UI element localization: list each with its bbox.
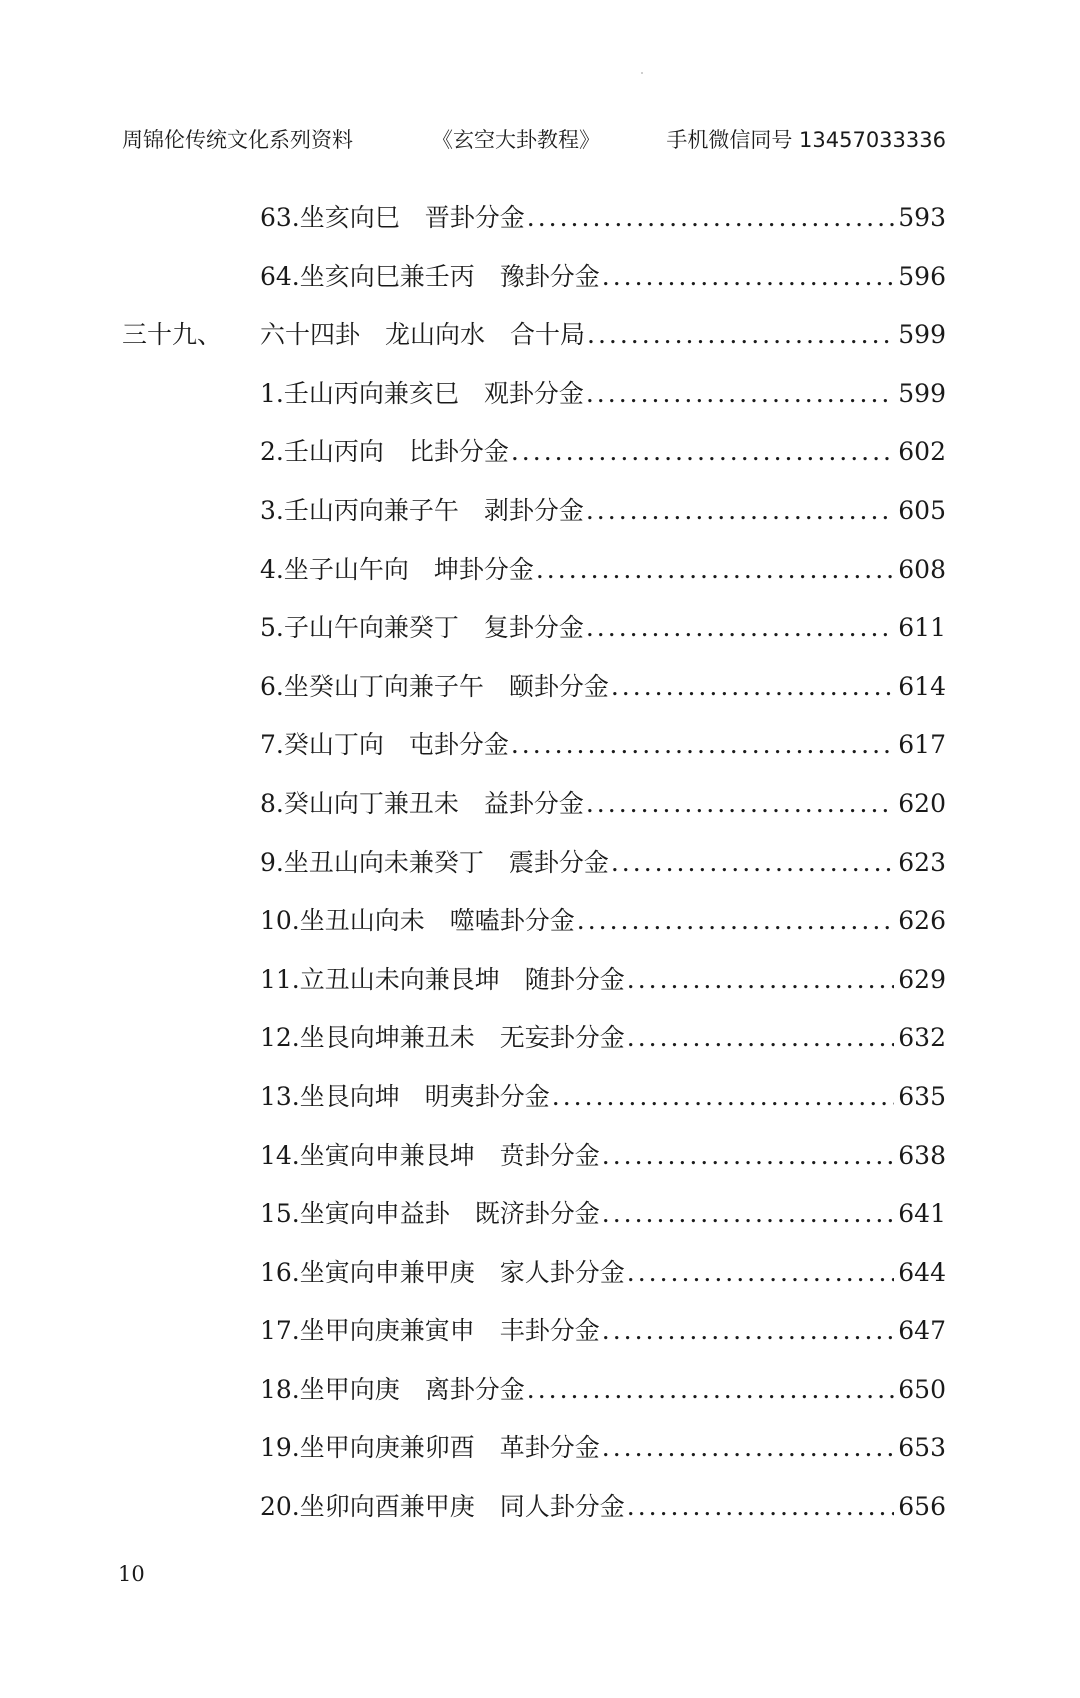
toc-entry-page: 620: [898, 788, 946, 818]
toc-entry-page: 641: [898, 1199, 946, 1229]
toc-entry: [0, 248, 1080, 307]
toc-entry: [0, 658, 1080, 717]
toc-entry: [0, 1478, 1080, 1537]
toc-dot-leader: [511, 423, 894, 482]
toc-entry-title: 63.坐亥向巳 晋卦分金: [260, 203, 525, 232]
header-book-title: 《玄空大卦教程》: [432, 128, 600, 152]
toc-dot-leader: [586, 775, 894, 834]
toc-entry-line: [260, 892, 946, 951]
toc-entry-line: [260, 306, 946, 365]
toc-entry: [0, 306, 1080, 365]
toc-entry: [0, 1361, 1080, 1420]
toc-entry: [0, 423, 1080, 482]
toc-entry-title: 13.坐艮向坤 明夷卦分金: [260, 1081, 550, 1111]
toc-entry-line: [260, 775, 946, 834]
toc-dot-leader: [627, 1244, 895, 1303]
toc-entry: [0, 1302, 1080, 1361]
toc-dot-leader: [511, 716, 894, 775]
toc-dot-leader: [587, 306, 894, 365]
toc-entry: [0, 1244, 1080, 1303]
toc-dot-leader: [602, 1127, 895, 1186]
toc-entry-line: [260, 1244, 946, 1303]
toc-entry: [0, 541, 1080, 600]
toc-entry-title: 10.坐丑山向未 噬嗑卦分金: [260, 906, 575, 936]
toc-dot-leader: [586, 599, 894, 658]
toc-entry-line: [260, 716, 946, 775]
toc-dot-leader: [627, 1478, 895, 1537]
toc-entry-page: 656: [898, 1492, 946, 1522]
toc-dot-leader: [527, 189, 895, 248]
toc-entry-title: 64.坐亥向巳兼壬丙 豫卦分金: [260, 261, 600, 291]
toc-dot-leader: [536, 541, 894, 600]
toc-entry-page: 602: [898, 437, 946, 467]
toc-entry-title: 15.坐寅向申益卦 既济卦分金: [260, 1199, 600, 1229]
page-number: 10: [118, 1562, 145, 1586]
toc-entry: [0, 1419, 1080, 1478]
toc-entry-title: 4.坐子山午向 坤卦分金: [260, 554, 534, 584]
toc-dot-leader: [577, 892, 895, 951]
toc-entry-line: [260, 658, 946, 717]
toc-dot-leader: [611, 834, 894, 893]
toc-entry-title: 19.坐甲向庚兼卯酉 革卦分金: [260, 1433, 600, 1463]
toc-entry-page: 653: [898, 1433, 946, 1463]
toc-entry-line: [260, 541, 946, 600]
toc-entry-line: [260, 1127, 946, 1186]
toc-entry-title: 2.壬山丙向 比卦分金: [260, 437, 509, 467]
toc-entry: [0, 482, 1080, 541]
toc-entry-page: 617: [898, 730, 946, 760]
toc-dot-leader: [602, 1419, 895, 1478]
toc-entry-line: [260, 1361, 946, 1420]
toc-entry-title: 六十四卦 龙山向水 合十局: [260, 320, 586, 350]
toc-entry-title: 12.坐艮向坤兼丑未 无妄卦分金: [260, 1023, 625, 1053]
toc-dot-leader: [552, 1068, 895, 1127]
toc-entry-page: 626: [898, 906, 946, 936]
toc-entry-title: 3.壬山丙向兼子午 剥卦分金: [260, 495, 584, 525]
scan-speck: [641, 72, 643, 74]
toc-dot-leader: [602, 1185, 895, 1244]
toc-entry-line: [260, 1068, 946, 1127]
toc-entry: [0, 1009, 1080, 1068]
toc-section-marker: 三十九、: [122, 320, 223, 350]
toc-dot-leader: [627, 951, 895, 1010]
toc-entry-title: 17.坐甲向庚兼寅申 丰卦分金: [260, 1316, 600, 1346]
toc-dot-leader: [527, 1361, 895, 1420]
toc-dot-leader: [627, 1009, 895, 1068]
toc-entry-line: [260, 248, 946, 307]
toc-dot-leader: [602, 1302, 895, 1361]
toc-entry: [0, 189, 1080, 248]
toc-entry: [0, 775, 1080, 834]
toc-entry-line: [260, 365, 946, 424]
toc-entry-title: 6.坐癸山丁向兼子午 颐卦分金: [260, 671, 609, 701]
toc-entry-page: 596: [898, 261, 946, 291]
toc-entry-line: [260, 1302, 946, 1361]
toc-entry-page: 629: [898, 964, 946, 994]
toc-entry-title: 18.坐甲向庚 离卦分金: [260, 1374, 525, 1404]
toc-entry: [0, 716, 1080, 775]
toc-entry-page: 644: [898, 1257, 946, 1287]
toc-entry-page: 599: [898, 320, 946, 350]
toc-entry-title: 7.癸山丁向 屯卦分金: [260, 730, 509, 760]
toc-entry-line: [260, 1419, 946, 1478]
toc-dot-leader: [611, 658, 894, 717]
toc-entry-title: 8.癸山向丁兼丑未 益卦分金: [260, 788, 584, 818]
toc-entry-page: 611: [898, 613, 946, 643]
toc-entry-page: 605: [898, 495, 946, 525]
toc-dot-leader: [602, 248, 895, 307]
toc-entry: [0, 599, 1080, 658]
toc-entry-page: 614: [898, 671, 946, 701]
toc-entry-title: 11.立丑山未向兼艮坤 随卦分金: [260, 964, 625, 994]
toc-entry-page: 635: [898, 1081, 946, 1111]
toc-entry-line: [260, 1185, 946, 1244]
toc-entry-page: 608: [898, 554, 946, 584]
toc-entry-page: 632: [898, 1023, 946, 1053]
toc-entry: [0, 951, 1080, 1010]
toc-entry-page: 593: [898, 203, 946, 232]
toc-entry-line: [260, 189, 946, 248]
toc-entry-title: 16.坐寅向申兼甲庚 家人卦分金: [260, 1257, 625, 1287]
toc-entry-page: 599: [898, 378, 946, 408]
toc-entry: [0, 1127, 1080, 1186]
toc-entry-line: [260, 482, 946, 541]
toc-entry: [0, 365, 1080, 424]
header-series-title: 周锦伦传统文化系列资料: [122, 128, 353, 152]
toc-entry-page: 638: [898, 1140, 946, 1170]
toc-dot-leader: [586, 482, 894, 541]
header-contact: 手机微信同号 13457033336: [666, 128, 946, 152]
toc-entry-line: [260, 951, 946, 1010]
toc-entry-title: 20.坐卯向酉兼甲庚 同人卦分金: [260, 1492, 625, 1522]
toc-entry: [0, 892, 1080, 951]
toc-entry-line: [260, 1009, 946, 1068]
toc-entry-page: 647: [898, 1316, 946, 1346]
toc-entry-title: 14.坐寅向申兼艮坤 贲卦分金: [260, 1140, 600, 1170]
page-header: [0, 124, 1080, 164]
toc-entry: [0, 1068, 1080, 1127]
toc-entry-title: 1.壬山丙向兼亥巳 观卦分金: [260, 378, 584, 408]
toc-entry-line: [260, 423, 946, 482]
toc-entry-page: 623: [898, 847, 946, 877]
toc-entry: [0, 834, 1080, 893]
toc-entry-line: [260, 1478, 946, 1537]
toc-entry-title: 5.子山午向兼癸丁 复卦分金: [260, 613, 584, 643]
toc-entry-line: [260, 834, 946, 893]
toc-dot-leader: [586, 365, 894, 424]
toc-entry-page: 650: [898, 1374, 946, 1404]
table-of-contents: [0, 189, 1080, 1537]
toc-entry-line: [260, 599, 946, 658]
toc-entry: [0, 1185, 1080, 1244]
toc-entry-title: 9.坐丑山向未兼癸丁 震卦分金: [260, 847, 609, 877]
